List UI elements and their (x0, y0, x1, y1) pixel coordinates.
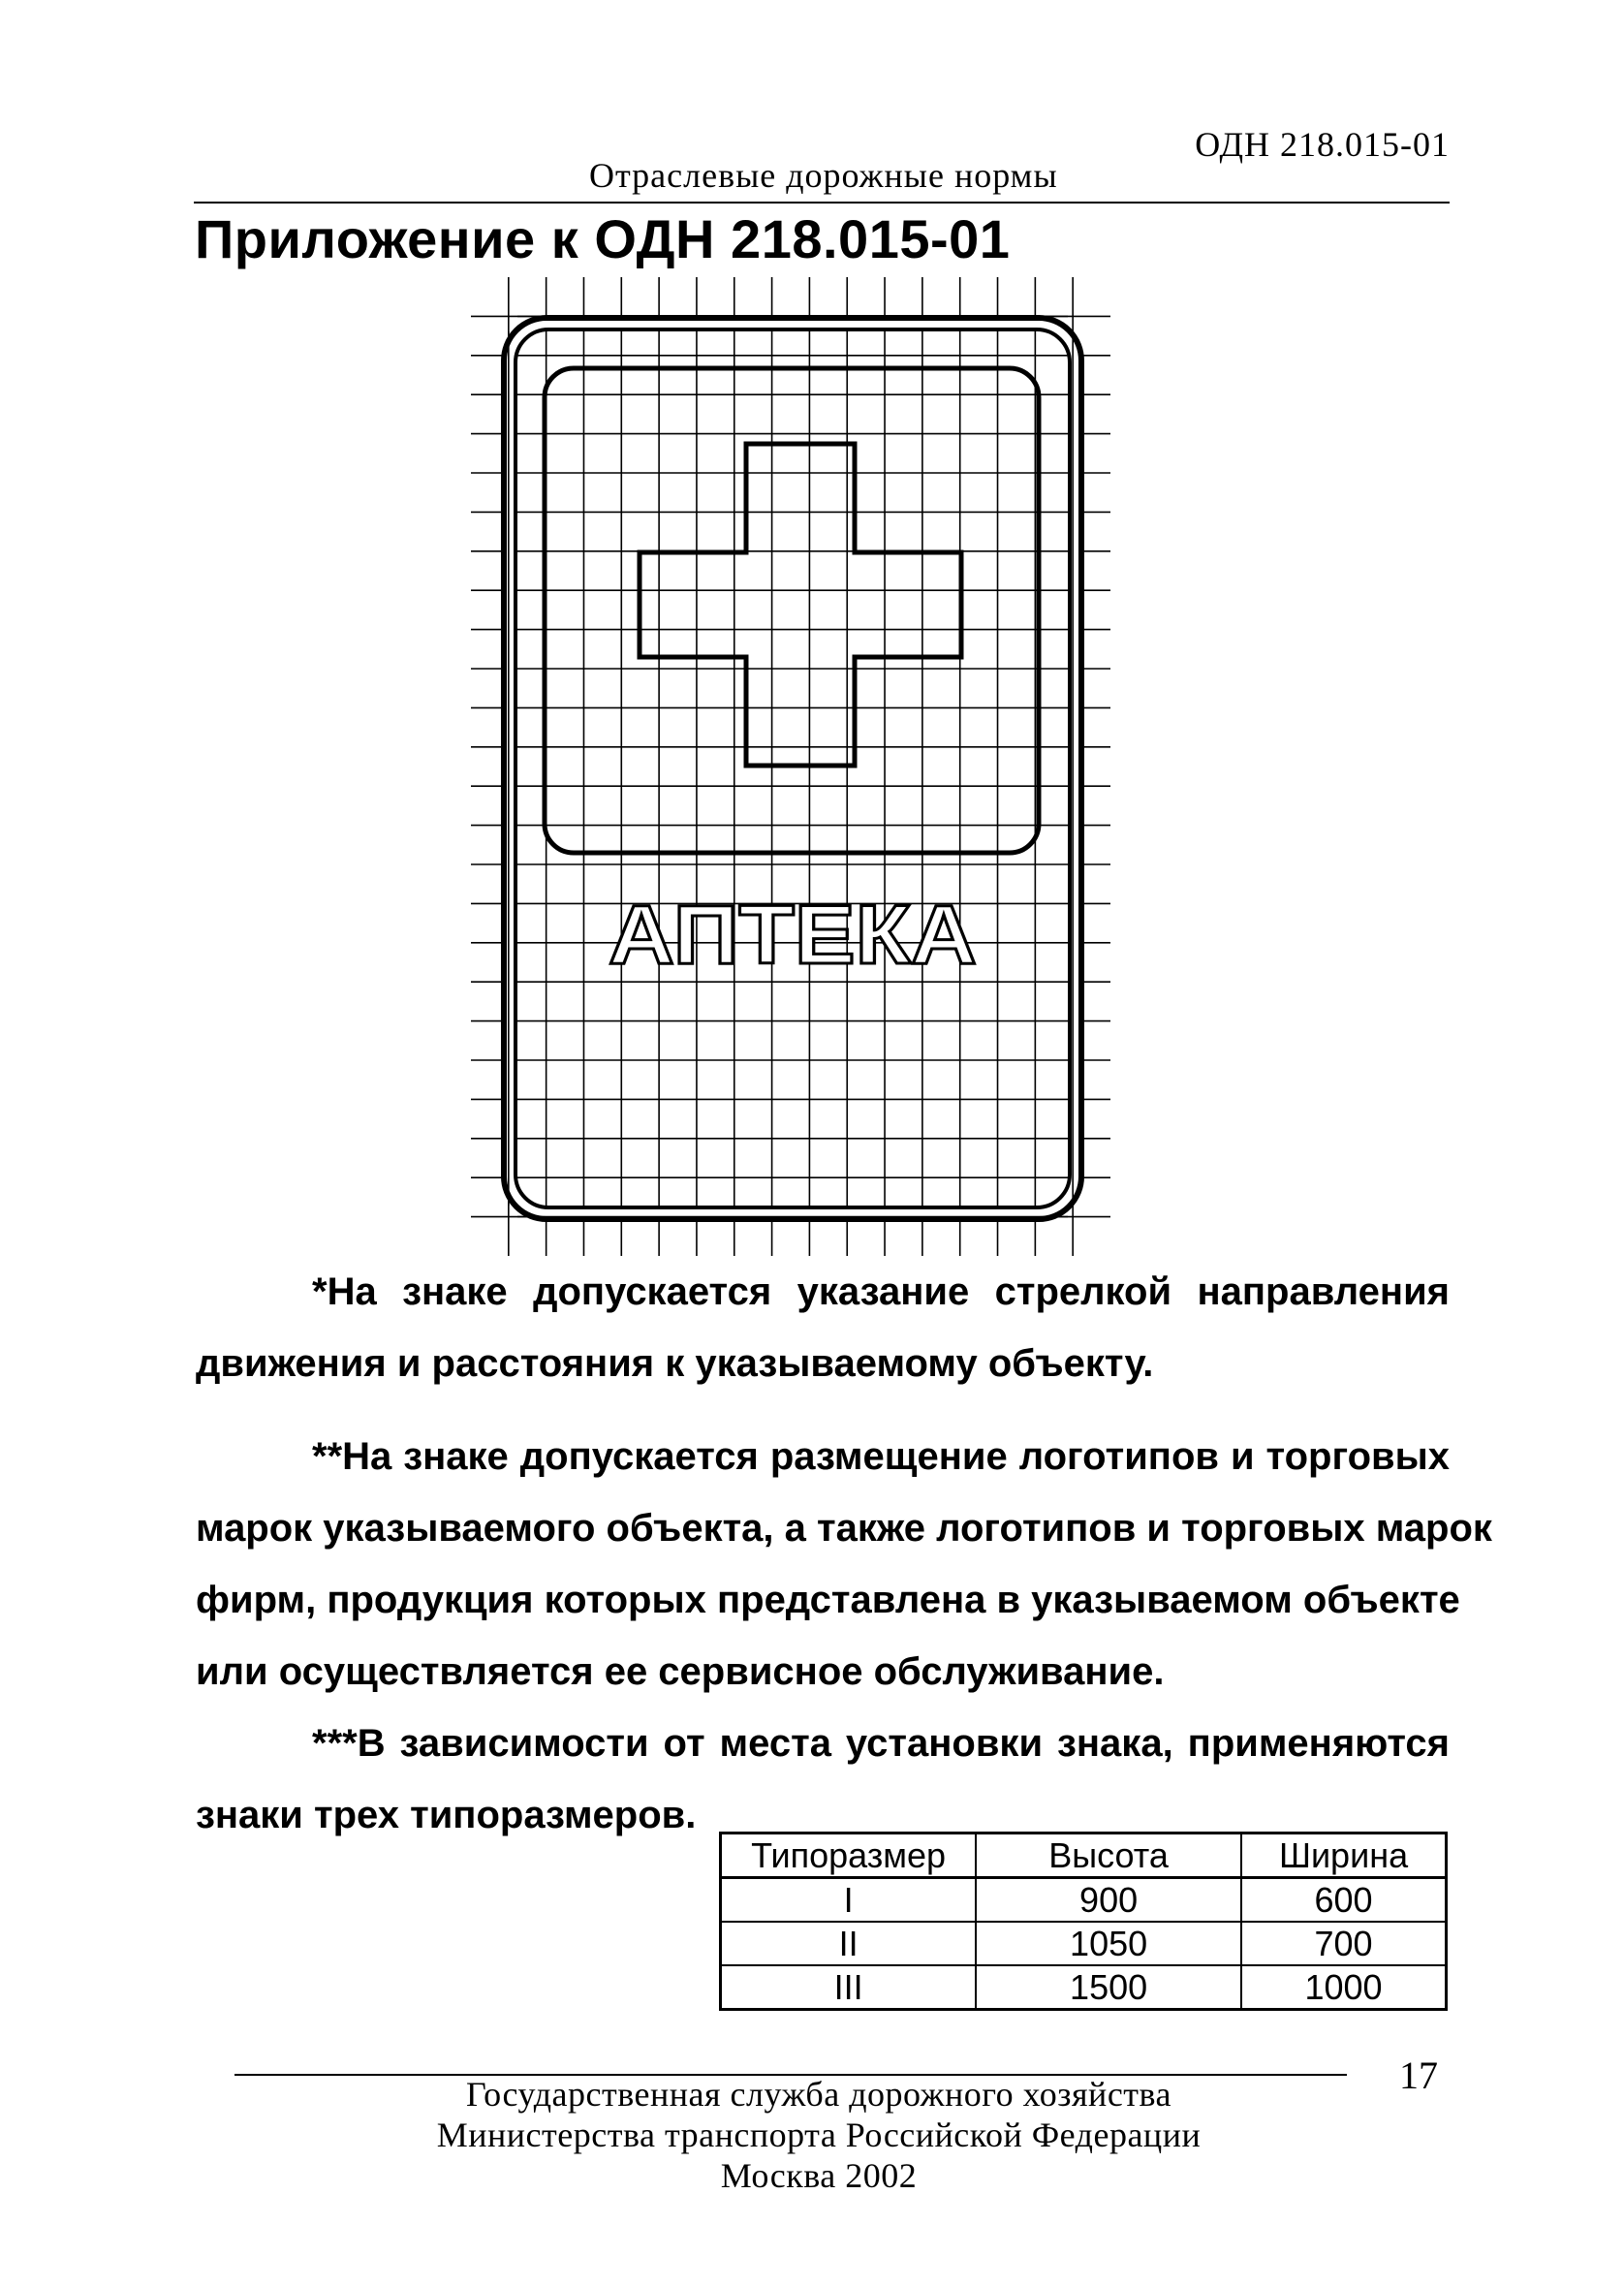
note-1-line-1: *На знаке допускается указание стрелкой направления (312, 1270, 1450, 1313)
footer-publisher: Государственная служба дорожного хозяйства (465, 2075, 1172, 2114)
table-row (721, 1922, 1447, 1965)
page-number: 17 (1399, 2053, 1438, 2097)
note-2-line-3: фирм, продукция которых представлена в указываемом объекте (196, 1579, 1460, 1621)
table-cell: I (721, 1878, 977, 1923)
table-cell: II (721, 1922, 977, 1965)
header-divider (194, 202, 1450, 204)
column-header-size: Типоразмер (721, 1834, 977, 1878)
table-header-row (721, 1834, 1447, 1878)
sign-border (504, 318, 1081, 1219)
sign-outer-border (504, 318, 1081, 1219)
footer-ministry: Министерства транспорта Российской Федерации (436, 2116, 1202, 2154)
table-row (721, 1965, 1447, 2010)
sign-text: АПТЕКА (609, 889, 977, 982)
table-cell: III (721, 1965, 977, 2010)
table-cell: 1050 (976, 1922, 1241, 1965)
table-cell: 600 (1241, 1878, 1446, 1923)
table-row (721, 1878, 1447, 1923)
table-cell: 1500 (976, 1965, 1241, 2010)
appendix-title: Приложение к ОДН 218.015-01 (195, 208, 1011, 269)
column-header-width: Ширина (1241, 1834, 1446, 1878)
size-table (719, 1832, 1448, 2011)
column-header-height: Высота (976, 1834, 1241, 1878)
note-2-line-4: или осуществляется ее сервисное обслуживание. (196, 1650, 1165, 1693)
header-title: Отраслевые дорожные нормы (589, 156, 1058, 195)
document-code: ОДН 218.015-01 (1195, 125, 1450, 164)
note-3-line-2: знаки трех типоразмеров. (196, 1794, 697, 1836)
note-1-line-2: движения и расстояния к указываемому объекту. (196, 1342, 1154, 1385)
table-cell: 900 (976, 1878, 1241, 1923)
note-sizes (196, 1708, 1450, 1851)
footer-city-year: Москва 2002 (720, 2156, 918, 2195)
note-logos (196, 1421, 1492, 1708)
note-2-line-2: марок указываемого объекта, а также логотипов и торговых марок (196, 1507, 1492, 1550)
note-2-line-1: **На знаке допускается размещение логотипов и торговых (312, 1435, 1450, 1478)
table-cell: 700 (1241, 1922, 1446, 1965)
sign-drawing (455, 275, 1126, 1258)
note-3-line-1: ***В зависимости от места установки знака, применяются (312, 1722, 1450, 1765)
note-arrow-direction (196, 1256, 1450, 1399)
table-cell: 1000 (1241, 1965, 1446, 2010)
